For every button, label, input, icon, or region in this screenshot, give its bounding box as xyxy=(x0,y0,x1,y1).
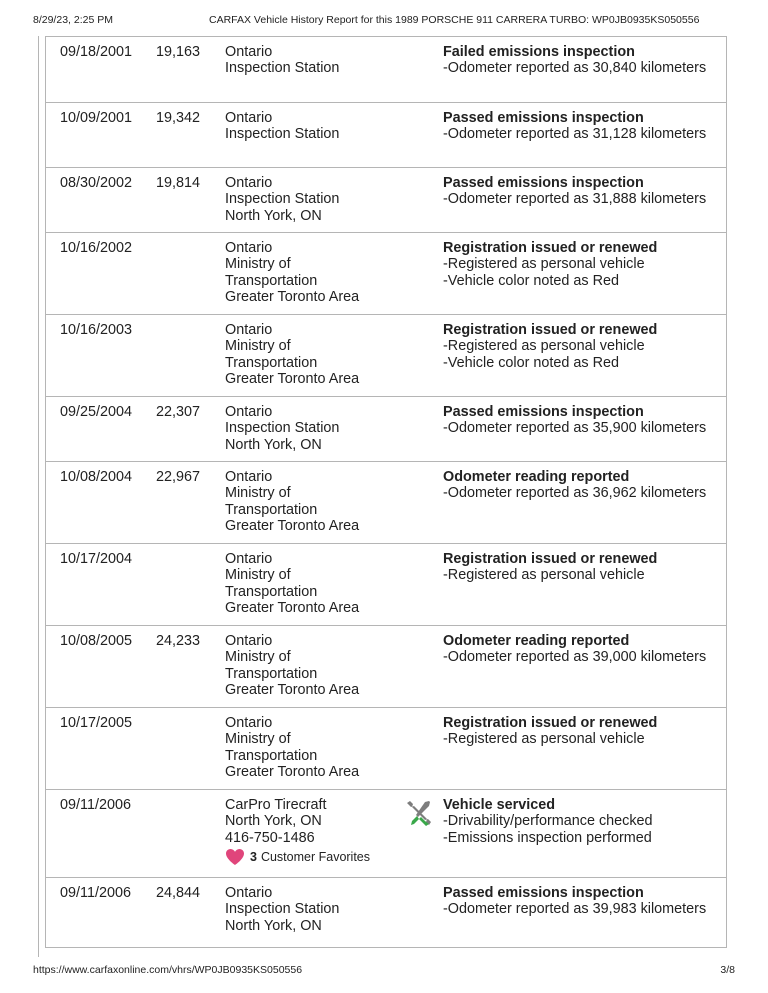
record-source xyxy=(225,551,400,617)
source-line: Transportation xyxy=(225,501,318,518)
record-details xyxy=(443,469,723,502)
event-title: Passed emissions inspection xyxy=(443,885,644,901)
record-date: 09/11/2006 xyxy=(60,885,131,901)
source-line: Ministry of xyxy=(225,731,291,748)
history-row xyxy=(45,878,726,948)
dash-bullet: - xyxy=(443,354,448,371)
favorites-label: Customer Favorites xyxy=(260,850,371,865)
source-line: Ministry of xyxy=(225,338,291,355)
record-odometer: 19,163 xyxy=(156,44,201,60)
dash-bullet: - xyxy=(443,272,448,289)
record-source xyxy=(225,633,400,699)
event-detail xyxy=(443,191,723,207)
event-title: Registration issued or renewed xyxy=(443,322,658,338)
dash-bullet: - xyxy=(443,567,448,584)
record-date: 10/08/2005 xyxy=(60,633,133,649)
dash-bullet: - xyxy=(443,485,448,502)
history-row xyxy=(45,708,726,790)
record-details xyxy=(443,551,723,584)
record-date: 10/16/2002 xyxy=(60,240,133,256)
favorites-count: 3 xyxy=(250,850,257,865)
detail-text: Odometer reported as 31,888 kilometers xyxy=(447,191,707,208)
source-line: Ministry of xyxy=(225,567,291,584)
source-line: Ministry of xyxy=(225,649,291,666)
record-date: 10/09/2001 xyxy=(60,110,133,126)
record-date: 10/08/2004 xyxy=(60,469,133,485)
record-odometer: 22,307 xyxy=(156,404,201,420)
source-line: Inspection Station xyxy=(225,901,340,918)
source-line: Inspection Station xyxy=(225,191,340,208)
source-line: Ministry of xyxy=(225,256,291,273)
source-line: Ontario xyxy=(225,322,273,338)
event-detail xyxy=(443,420,723,436)
detail-text: Odometer reported as 39,983 kilometers xyxy=(447,901,707,918)
source-line: Ontario xyxy=(225,404,273,420)
event-title: Passed emissions inspection xyxy=(443,175,644,191)
record-source xyxy=(225,110,400,143)
record-odometer: 19,814 xyxy=(156,175,201,191)
history-row xyxy=(45,315,726,397)
record-source xyxy=(225,175,400,224)
event-detail xyxy=(443,338,723,354)
source-line: North York, ON xyxy=(225,207,322,224)
print-header xyxy=(33,14,733,28)
detail-text: Registered as personal vehicle xyxy=(447,731,645,748)
dash-bullet: - xyxy=(443,649,448,666)
record-details xyxy=(443,633,723,666)
history-row xyxy=(45,397,726,462)
history-row xyxy=(45,626,726,708)
dash-bullet: - xyxy=(443,813,448,830)
source-line: Ontario xyxy=(225,240,273,256)
event-detail xyxy=(443,273,723,289)
history-row xyxy=(45,790,726,878)
history-row xyxy=(45,544,726,626)
source-line: Ontario xyxy=(225,175,273,191)
source-line: Greater Toronto Area xyxy=(225,682,360,699)
source-line: Greater Toronto Area xyxy=(225,764,360,781)
record-odometer: 24,844 xyxy=(156,885,201,901)
source-line: Ontario xyxy=(225,885,273,901)
print-url[interactable]: https://www.carfaxonline.com/vhrs/WP0JB0935KS050556 xyxy=(33,964,303,976)
history-row xyxy=(45,233,726,315)
source-line: Ontario xyxy=(225,469,273,485)
event-detail xyxy=(443,731,723,747)
dash-bullet: - xyxy=(443,901,448,918)
record-date: 09/11/2006 xyxy=(60,797,131,813)
source-line: Greater Toronto Area xyxy=(225,600,360,617)
detail-text: Odometer reported as 30,840 kilometers xyxy=(447,60,707,77)
record-source xyxy=(225,322,400,388)
customer-favorites[interactable] xyxy=(225,848,400,866)
record-odometer: 19,342 xyxy=(156,110,201,126)
page-number: 3/8 xyxy=(720,964,735,976)
record-details xyxy=(443,885,723,918)
source-line: Greater Toronto Area xyxy=(225,289,360,306)
heart-icon xyxy=(225,848,245,866)
record-details xyxy=(443,175,723,208)
record-details xyxy=(443,404,723,437)
history-row xyxy=(45,462,726,544)
source-line: Greater Toronto Area xyxy=(225,371,360,388)
wrench-screwdriver-icon xyxy=(403,799,433,827)
dash-bullet: - xyxy=(443,256,448,273)
event-title: Passed emissions inspection xyxy=(443,110,644,126)
history-row xyxy=(45,168,726,233)
detail-text: Drivability/performance checked xyxy=(447,813,653,830)
detail-text: Registered as personal vehicle xyxy=(447,338,645,355)
dash-bullet: - xyxy=(443,829,448,846)
event-detail xyxy=(443,901,723,917)
event-detail xyxy=(443,60,723,76)
event-title: Failed emissions inspection xyxy=(443,44,635,60)
record-details xyxy=(443,110,723,143)
record-date: 10/17/2005 xyxy=(60,715,133,731)
source-line: North York, ON xyxy=(225,436,322,453)
record-date: 09/25/2004 xyxy=(60,404,133,420)
detail-text: Registered as personal vehicle xyxy=(447,256,645,273)
detail-text: Emissions inspection performed xyxy=(447,829,652,846)
source-line: Transportation xyxy=(225,665,318,682)
detail-text: Odometer reported as 39,000 kilometers xyxy=(447,649,707,666)
history-row xyxy=(45,37,726,103)
print-datetime: 8/29/23, 2:25 PM xyxy=(33,14,113,26)
dash-bullet: - xyxy=(443,420,448,437)
source-line: Transportation xyxy=(225,272,318,289)
record-source xyxy=(225,404,400,453)
detail-text: Odometer reported as 36,962 kilometers xyxy=(447,485,707,502)
source-line: Ontario xyxy=(225,715,273,731)
source-line: CarPro Tirecraft xyxy=(225,797,327,813)
record-source xyxy=(225,469,400,535)
event-title: Registration issued or renewed xyxy=(443,715,658,731)
source-line: Inspection Station xyxy=(225,126,340,143)
event-title: Odometer reading reported xyxy=(443,633,630,649)
event-detail xyxy=(443,126,723,142)
record-source xyxy=(225,44,400,77)
record-details xyxy=(443,240,723,289)
dash-bullet: - xyxy=(443,191,448,208)
record-source xyxy=(225,715,400,781)
source-line: Inspection Station xyxy=(225,420,340,437)
source-line: Ontario xyxy=(225,44,273,60)
source-line: Transportation xyxy=(225,583,318,600)
record-details xyxy=(443,715,723,748)
source-line: Inspection Station xyxy=(225,60,340,77)
history-row xyxy=(45,103,726,168)
event-detail xyxy=(443,649,723,665)
record-odometer: 24,233 xyxy=(156,633,201,649)
source-line: Ontario xyxy=(225,633,273,649)
record-source xyxy=(225,885,400,934)
record-date: 09/18/2001 xyxy=(60,44,133,60)
record-details xyxy=(443,322,723,371)
record-date: 10/16/2003 xyxy=(60,322,133,338)
source-line: Greater Toronto Area xyxy=(225,518,360,535)
record-details xyxy=(443,797,723,846)
source-line: Transportation xyxy=(225,747,318,764)
event-title: Odometer reading reported xyxy=(443,469,630,485)
record-odometer: 22,967 xyxy=(156,469,201,485)
detail-text: Odometer reported as 31,128 kilometers xyxy=(447,126,707,143)
record-date: 08/30/2002 xyxy=(60,175,133,191)
dash-bullet: - xyxy=(443,60,448,77)
source-line: North York, ON xyxy=(225,917,322,934)
detail-text: Odometer reported as 35,900 kilometers xyxy=(447,420,707,437)
source-line: North York, ON xyxy=(225,813,322,830)
dash-bullet: - xyxy=(443,731,448,748)
event-detail xyxy=(443,567,723,583)
dash-bullet: - xyxy=(443,126,448,143)
event-title: Vehicle serviced xyxy=(443,797,556,813)
dash-bullet: - xyxy=(443,338,448,355)
event-title: Registration issued or renewed xyxy=(443,240,658,256)
event-detail xyxy=(443,813,723,829)
source-line: Transportation xyxy=(225,354,318,371)
event-detail xyxy=(443,830,723,846)
history-table xyxy=(45,36,727,948)
detail-text: Vehicle color noted as Red xyxy=(447,272,619,289)
detail-text: Registered as personal vehicle xyxy=(447,567,645,584)
source-line: Ministry of xyxy=(225,485,291,502)
event-detail xyxy=(443,355,723,371)
detail-text: Vehicle color noted as Red xyxy=(447,354,619,371)
source-line: Ontario xyxy=(225,110,273,126)
record-date: 10/17/2004 xyxy=(60,551,133,567)
print-title: CARFAX Vehicle History Report for this 1989 PORSCHE 911 CARRERA TURBO: WP0JB0935KS050556 xyxy=(209,14,700,26)
record-details xyxy=(443,44,723,77)
event-title: Passed emissions inspection xyxy=(443,404,644,420)
record-source xyxy=(225,797,400,866)
source-line: 416-750-1486 xyxy=(225,829,315,846)
print-footer xyxy=(33,964,735,978)
source-line: Ontario xyxy=(225,551,273,567)
event-detail xyxy=(443,256,723,272)
event-title: Registration issued or renewed xyxy=(443,551,658,567)
record-source xyxy=(225,240,400,306)
event-detail xyxy=(443,485,723,501)
